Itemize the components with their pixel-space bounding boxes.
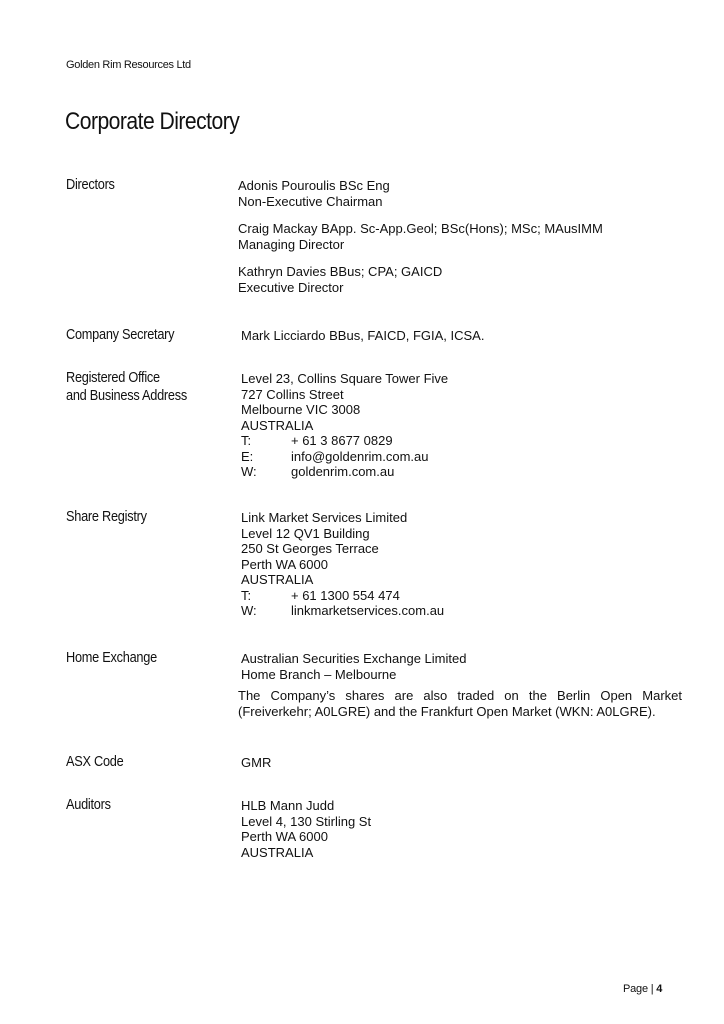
director-name: Kathryn Davies BBus; CPA; GAICD [238, 264, 443, 279]
contact-value: goldenrim.com.au [291, 464, 395, 479]
contact-phone [241, 433, 448, 449]
address-line: Level 4, 130 Stirling St [241, 813, 372, 829]
contact-value: linkmarketservices.com.au [291, 603, 445, 618]
contact-key: W: [241, 603, 257, 618]
contact-key: T: [241, 433, 252, 448]
page-title: Corporate Directory [65, 108, 240, 135]
registered-office-label-line1: Registered Office [66, 370, 160, 386]
contact-value: + 61 3 8677 0829 [291, 433, 393, 448]
address-line: 250 St Georges Terrace [241, 541, 379, 556]
directors-label: Directors [66, 177, 115, 193]
exchange-line: Home Branch – Melbourne [241, 666, 397, 682]
director-name: Craig Mackay BApp. Sc-App.Geol; BSc(Hons); MSc; MAusIMM [238, 221, 603, 236]
asx-code-label: ASX Code [66, 754, 124, 770]
director-1 [238, 178, 390, 209]
address-line: AUSTRALIA [241, 417, 314, 433]
contact-web [241, 603, 444, 619]
address-line: Link Market Services Limited [241, 510, 408, 525]
address-line: Melbourne VIC 3008 [241, 402, 361, 417]
director-role: Managing Director [238, 236, 345, 252]
auditors-label: Auditors [66, 797, 111, 813]
director-role: Non-Executive Chairman [238, 193, 383, 209]
contact-value: info@goldenrim.com.au [291, 448, 429, 464]
contact-key: W: [241, 464, 257, 479]
asx-code-value: GMR [241, 755, 272, 770]
registered-office-label [66, 369, 187, 405]
address-line: HLB Mann Judd [241, 798, 335, 813]
director-2 [238, 221, 603, 252]
contact-value: + 61 1300 554 474 [291, 587, 400, 603]
address-line: Level 23, Collins Square Tower Five [241, 371, 449, 386]
address-line: Perth WA 6000 [241, 829, 328, 844]
company-secretary-label: Company Secretary [66, 327, 175, 343]
auditors-address [241, 798, 371, 860]
address-line: 727 Collins Street [241, 386, 344, 402]
exchange-line: Australian Securities Exchange Limited [241, 651, 467, 666]
home-exchange-value [241, 651, 466, 682]
company-secretary-value: Mark Licciardo BBus, FAICD, FGIA, ICSA. [241, 328, 485, 343]
page-footer [623, 983, 662, 995]
contact-key: T: [241, 587, 252, 603]
registered-office-address [241, 371, 448, 480]
registered-office-label-line2: and Business Address [66, 388, 187, 404]
contact-email [241, 449, 448, 465]
share-registry-address [241, 510, 444, 619]
share-registry-label: Share Registry [66, 509, 147, 525]
address-line: Level 12 QV1 Building [241, 525, 370, 541]
page-number: 4 [656, 983, 663, 995]
address-line: Perth WA 6000 [241, 556, 328, 572]
home-exchange-note: The Company’s shares are also traded on the Berlin Open Market (Freiverkehr; A0LGRE) and the Frankfurt Open Market (WKN: A0LGRE). [238, 688, 682, 719]
contact-web [241, 464, 448, 480]
address-line: AUSTRALIA [241, 572, 314, 587]
home-exchange-label: Home Exchange [66, 650, 157, 666]
contact-phone [241, 588, 444, 604]
director-role: Executive Director [238, 279, 344, 295]
director-3 [238, 264, 442, 295]
director-name: Adonis Pouroulis BSc Eng [238, 178, 390, 193]
contact-key: E: [241, 448, 254, 464]
page-header: Golden Rim Resources Ltd [66, 59, 191, 71]
address-line: AUSTRALIA [241, 844, 314, 860]
page-label: Page | [623, 983, 654, 995]
